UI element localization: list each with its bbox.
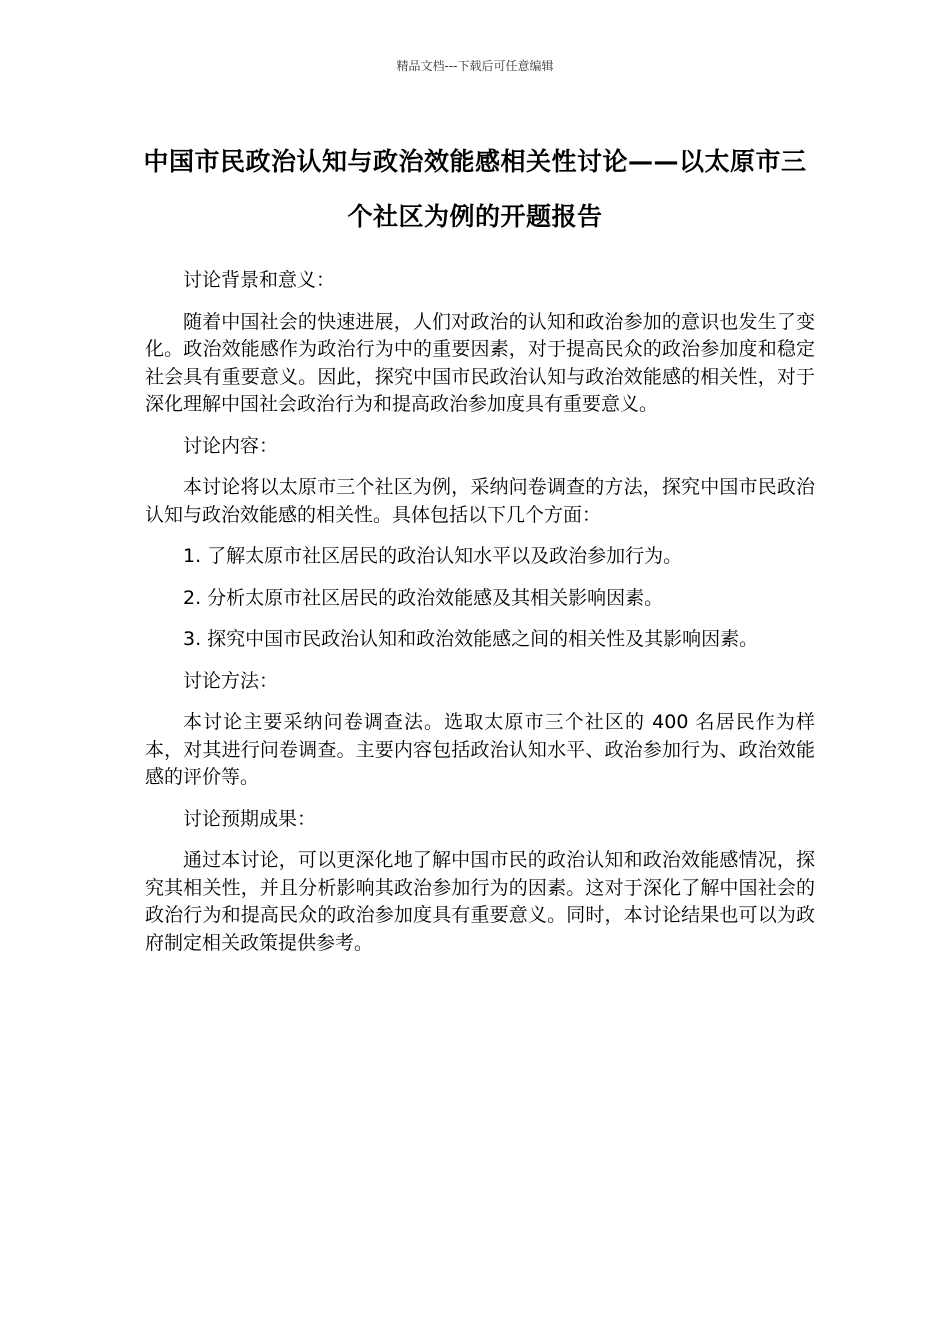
section-text-results: 通过本讨论，可以更深化地了解中国市民的政治认知和政治效能感情况，探究其相关性，并且分析影响其政治参加行为的因素。这对于深化了解中国社会的政治行为和提高民众的政治参加度具有重要意义。同时，本讨论结果也可以为政府制定相关政策提供参考。 [145,849,815,954]
section-heading-background: 讨论背景和意义： [183,269,336,291]
section-text-content: 本讨论将以太原市三个社区为例，采纳问卷调查的方法，探究中国市民政治认知与政治效能感的相关性。具体包括以下几个方面： [145,476,815,526]
document-body [145,267,815,971]
content-list-item: 3. 探究中国市民政治认知和政治效能感之间的相关性及其影响因素。 [183,628,759,650]
section-text-method: 本讨论主要采纳问卷调查法。选取太原市三个社区的 400 名居民作为样本，对其进行问卷调查。主要内容包括政治认知水平、政治参加行为、政治效能感的评价等。 [145,711,815,788]
content-list-item: 1. 了解太原市社区居民的政治认知水平以及政治参加行为。 [183,545,683,567]
header-note: 精品文档---下载后可任意编辑 [396,59,554,73]
section-text-background: 随着中国社会的快速进展，人们对政治的认知和政治参加的意识也发生了变化。政治效能感作为政治行为中的重要因素，对于提高民众的政治参加度和稳定社会具有重要意义。因此，探究中国市民政治认知与政治效能感的相关性，对于深化理解中国社会政治行为和提高政治参加度具有重要意义。 [145,310,815,415]
section-heading-method: 讨论方法： [183,669,279,692]
content-list-item: 2. 分析太原市社区居民的政治效能感及其相关影响因素。 [183,586,664,609]
section-heading-content: 讨论内容： [183,434,279,457]
document-title: 中国市民政治认知与政治效能感相关性讨论——以太原市三个社区为例的开题报告 [143,147,807,231]
section-heading-results: 讨论预期成果： [183,807,317,830]
